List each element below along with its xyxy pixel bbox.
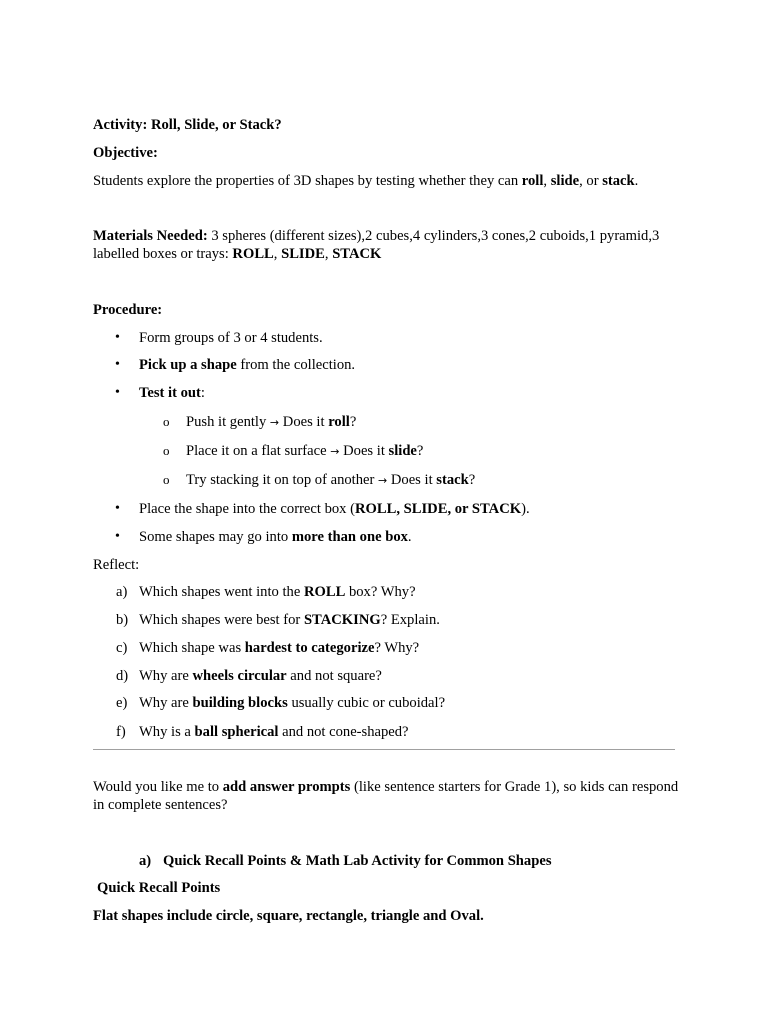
sub-bullet: o <box>163 443 170 458</box>
reflect-heading: Reflect: <box>93 557 140 573</box>
prompt-question: Would you like me to add answer prompts (like sentence starters for Grade 1), so kids can respond in complete sentences? <box>93 779 679 813</box>
activity-heading: Activity: Roll, Slide, or Stack? <box>93 117 282 133</box>
recall-heading: Quick Recall Points <box>97 880 221 896</box>
procedure-item-2: • Pick up a shape from the collection. <box>115 357 356 373</box>
objective-heading: Objective: <box>93 145 158 161</box>
bullet: • <box>115 330 120 345</box>
arrow-icon: → <box>378 474 388 487</box>
procedure-subitem-2: o Place it on a flat surface → Does it slide? <box>163 443 424 459</box>
reflect-item-d: d) Why are wheels circular and not square? <box>116 668 382 684</box>
reflect-item-f: f) Why is a ball spherical and not cone-shaped? <box>116 724 409 740</box>
procedure-item-4: • Place the shape into the correct box (ROLL, SLIDE, or STACK). <box>115 501 530 517</box>
procedure-subitem-3: o Try stacking it on top of another → Does it stack? <box>163 472 476 488</box>
bullet: • <box>115 529 120 544</box>
reflect-item-c: c) Which shape was hardest to categorize? Why? <box>116 640 420 656</box>
procedure-item-3: • Test it out: <box>115 385 205 401</box>
sub-bullet: o <box>163 414 170 429</box>
reflect-item-b: b) Which shapes were best for STACKING? Explain. <box>116 612 440 628</box>
bullet: • <box>115 385 120 400</box>
procedure-item-1: • Form groups of 3 or 4 students. <box>115 330 323 346</box>
reflect-item-e: e) Why are building blocks usually cubic or cuboidal? <box>116 695 446 711</box>
procedure-heading: Procedure: <box>93 302 163 318</box>
bullet: • <box>115 501 120 516</box>
sub-bullet: o <box>163 472 170 487</box>
arrow-icon: → <box>330 445 340 458</box>
flat-shapes-text: Flat shapes include circle, square, rectangle, triangle and Oval. <box>93 908 484 924</box>
procedure-item-5: • Some shapes may go into more than one box. <box>115 529 412 545</box>
reflect-item-a: a) Which shapes went into the ROLL box? Why? <box>116 584 416 600</box>
bullet: • <box>115 357 120 372</box>
procedure-subitem-1: o Push it gently → Does it roll? <box>163 414 357 430</box>
horizontal-divider <box>93 749 675 750</box>
materials-text: Materials Needed: 3 spheres (different sizes),2 cubes,4 cylinders,3 cones,2 cuboids,1 pyramid,3 labelled boxes or trays: ROLL, SLIDE, STACK <box>93 228 660 262</box>
section-heading: a) Quick Recall Points & Math Lab Activity for Common Shapes <box>139 853 552 869</box>
objective-text: Students explore the properties of 3D shapes by testing whether they can roll, slide, or stack. <box>93 173 639 189</box>
arrow-icon: → <box>269 416 280 429</box>
